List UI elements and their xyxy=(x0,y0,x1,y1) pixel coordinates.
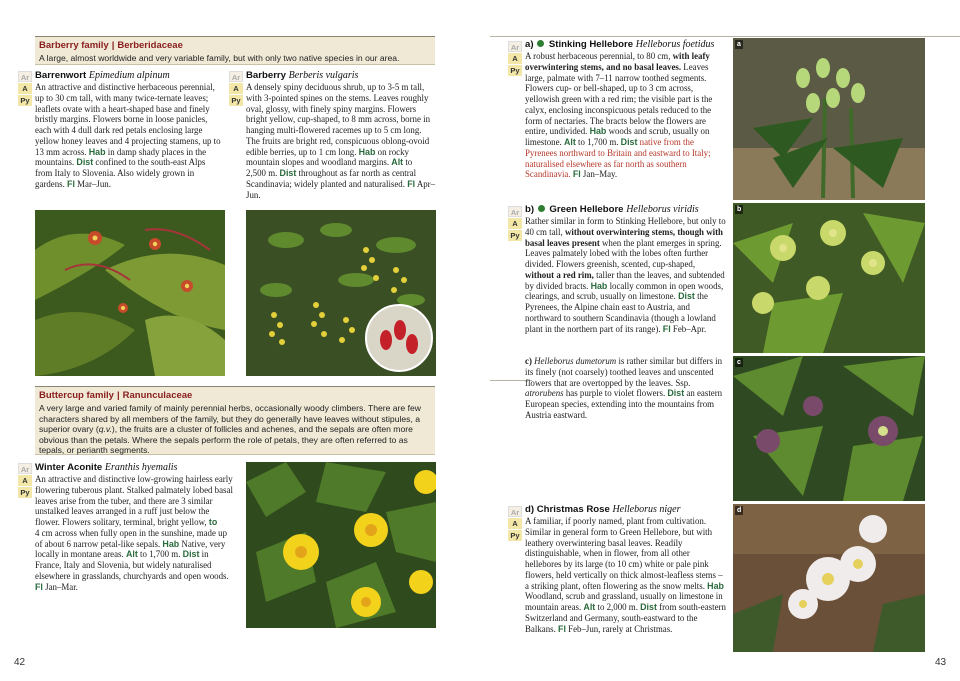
species-description: A densely spiny deciduous shrub, up to 3-5 m tall, with 3-pointed spines on the stems. Leaves roughly oval, glossy, with finely spiny margins. Flowers bright yellow, cup-shaped, to 8 mm across, borne in hanging multi-flowered racemes up to 5 cm long. The fruits are bright red, conspicuous oblong-ovoid edible berries, up to 1 cm long. Hab on rocky mountain slopes and woodland margins. Alt to 2,500 m. Dist throughout as far north as central Scandinavia; widely planted and naturalised. Fl Apr–Jun. xyxy=(246,82,436,200)
habitat-tags xyxy=(508,206,522,242)
species-title: a) Stinking Hellebore Helleborus foetidus xyxy=(525,39,715,50)
stinking-hellebore-photo xyxy=(733,38,925,200)
barrenwort-photo xyxy=(35,210,225,376)
habitat-tags xyxy=(229,71,243,107)
tag-arctic: Ar xyxy=(508,206,522,217)
habitat-tags xyxy=(18,463,32,499)
barberry-photo xyxy=(246,210,436,376)
tag-alps: A xyxy=(18,475,32,486)
winter-aconite-photo xyxy=(246,462,436,628)
native-dot-icon xyxy=(538,205,545,212)
tag-pyrenees: Py xyxy=(229,95,243,106)
photo-label: d xyxy=(737,507,742,514)
green-hellebore-photo xyxy=(733,203,925,353)
species-entry-barberry xyxy=(246,70,436,200)
photo-label: b xyxy=(737,206,742,213)
tag-arctic: Ar xyxy=(18,71,32,82)
tag-pyrenees: Py xyxy=(508,530,522,541)
tag-pyrenees: Py xyxy=(18,95,32,106)
habitat-tags xyxy=(508,41,522,77)
species-description: A robust herbaceous perennial, to 80 cm, with leafy overwintering stems, and no basal leaves. Leaves large, palmate with 7–11 narrow toothed segments. Flowers cup- or bell-shaped, up to 3 cm across, yellowish green with a red rim; the visible part is the calyx, enclosing inconspicuous petals reduced to the form of nectaries. The bracts below the flowers are entire, undivided. Hab woods and scrub, usually on limestone. Alt to 1,700 m. Dist native from the Pyrenees northward to Britain and eastward to Italy; naturalised elsewhere as far north as southern Scandinavia. Fl Jan–May. xyxy=(525,51,713,180)
species-description: An attractive and distinctive low-growing hairless early flowering tuberous plant. Stalked palmately lobed basal leaves arise from the tuber, and there are 3 similar unstalked leaves arranged in a ruff just below the flower. Flowers solitary, terminal, bright yellow, to 4 cm across when fully open in the sunshine, made up of about 6 narrow petal-like sepals. Hab Native, very locally in montane areas. Alt to 1,700 m. Dist in France, Italy and Slovenia, but widely naturalised elsewhere in grasslands, churchyards and open woods. Fl Jan–Mar. xyxy=(35,474,233,592)
native-dot-icon xyxy=(537,40,544,47)
family-title: Barberry family | Berberidaceae xyxy=(39,40,183,51)
species-entry-christmas-rose xyxy=(525,504,726,634)
tag-alps: A xyxy=(18,83,32,94)
tag-pyrenees: Py xyxy=(18,487,32,498)
family-description: A large, almost worldwide and very variable family, but with only two native species in our area. xyxy=(39,53,400,63)
species-entry-green-hellebore xyxy=(525,204,726,334)
tag-alps: A xyxy=(508,53,522,64)
habitat-tags xyxy=(18,71,32,107)
photo-label: c xyxy=(737,359,741,366)
species-entry-winter-aconite xyxy=(35,462,235,592)
species-title: d) Christmas Rose Helleborus niger xyxy=(525,504,681,515)
tag-arctic: Ar xyxy=(508,41,522,52)
tag-alps: A xyxy=(508,218,522,229)
species-description: A familiar, if poorly named, plant from cultivation. Similar in general form to Green Hellebore, but with leathery overwintering basal leaves. Readily distinguishable, when in flower, from all other hellebores by its large (to 10 cm) white or pale pink flowers, held vertically on thick almost-leafless stems – a striking plant, often flowering as the snow melts. Hab Woodland, scrub and grassland, usually on limestone in mountain areas. Alt to 2,000 m. Dist from south-eastern Switzerland and Germany, south-eastward to the Balkans. Fl Feb–Jun, rarely at Christmas. xyxy=(525,516,726,634)
helleborus-dumetorum-photo xyxy=(733,356,925,501)
page-number-left: 42 xyxy=(14,657,26,668)
tag-arctic: Ar xyxy=(18,463,32,474)
species-title: b) Green Hellebore Helleborus viridis xyxy=(525,204,699,215)
species-description: Rather similar in form to Stinking Hellebore, but only to 40 cm tall, without overwintering stems, though with basal leaves present when the plant emerges in spring. Leaves palmately lobed with the lobes often further divided. Flowers greenish, scented, cup-shaped, without a red rim, taller than the leaves, and subtended by divided bracts. Hab locally common in open woods, clearings, and scrub, usually on limestone. Dist the Pyrenees, the Alpine chain east to Austria, and northward to southern Scandinavia (though a lowland plant in the northern part of its range). Fl Feb–Apr. xyxy=(525,216,726,334)
habitat-tags xyxy=(508,506,522,542)
tag-arctic: Ar xyxy=(508,506,522,517)
buttercup-family-header xyxy=(35,386,435,455)
species-description: An attractive and distinctive herbaceous perennial, up to 30 cm tall, with many twice-ternate leaves; leaflets ovate with a heart-shaped base and finely bristly margins. Flowers borne in loose panicles, each with 4 dull dark red petals enclosing large yellow honey leaves and 4 projecting stamens, up to 13 mm across. Hab in damp shady places in the mountains. Dist confined to the south-east Alps from Italy to Slovenia. Also widely grown in gardens. Fl Mar–Jun. xyxy=(35,82,221,189)
tag-pyrenees: Py xyxy=(508,230,522,241)
species-entry-barrenwort xyxy=(35,70,223,190)
tag-pyrenees: Py xyxy=(508,65,522,76)
species-entry-stinking-hellebore xyxy=(525,39,726,180)
page-number-right: 43 xyxy=(935,657,947,668)
tag-alps: A xyxy=(229,83,243,94)
tag-alps: A xyxy=(508,518,522,529)
barberry-family-header xyxy=(35,36,435,65)
species-title: Winter Aconite Eranthis hyemalis xyxy=(35,462,178,473)
top-rule xyxy=(490,36,960,37)
species-description: c) Helleborus dumetorum is rather similar but differs in its finely (not coarsely) toothed leaves and unscented flowers that are overtopped by the leaves. Ssp. atrorubens has purple to violet flowers. Dist an eastern European species, extending into the mountains from Austria eastward. xyxy=(525,356,723,420)
family-title: Buttercup family | Ranunculaceae xyxy=(39,390,193,401)
photo-label: a xyxy=(737,41,741,48)
species-entry-helleborus-dumetorum xyxy=(525,356,726,421)
tag-arctic: Ar xyxy=(229,71,243,82)
christmas-rose-photo xyxy=(733,504,925,652)
species-title: Barberry Berberis vulgaris xyxy=(246,70,359,81)
family-description: A very large and varied family of mainly perennial herbs, occasionally woody climbers. There are few characters shared by all members of the family, but they do generally have leaves without stipules, a superior ovary (q.v.), the fruits are a cluster of follicles and achenes, and the sepals are often more obvious than the petals. Where the sepals perform the role of petals, they are often referred to as tepals, or perianth segments. xyxy=(39,403,421,456)
species-title: Barrenwort Epimedium alpinum xyxy=(35,70,170,81)
